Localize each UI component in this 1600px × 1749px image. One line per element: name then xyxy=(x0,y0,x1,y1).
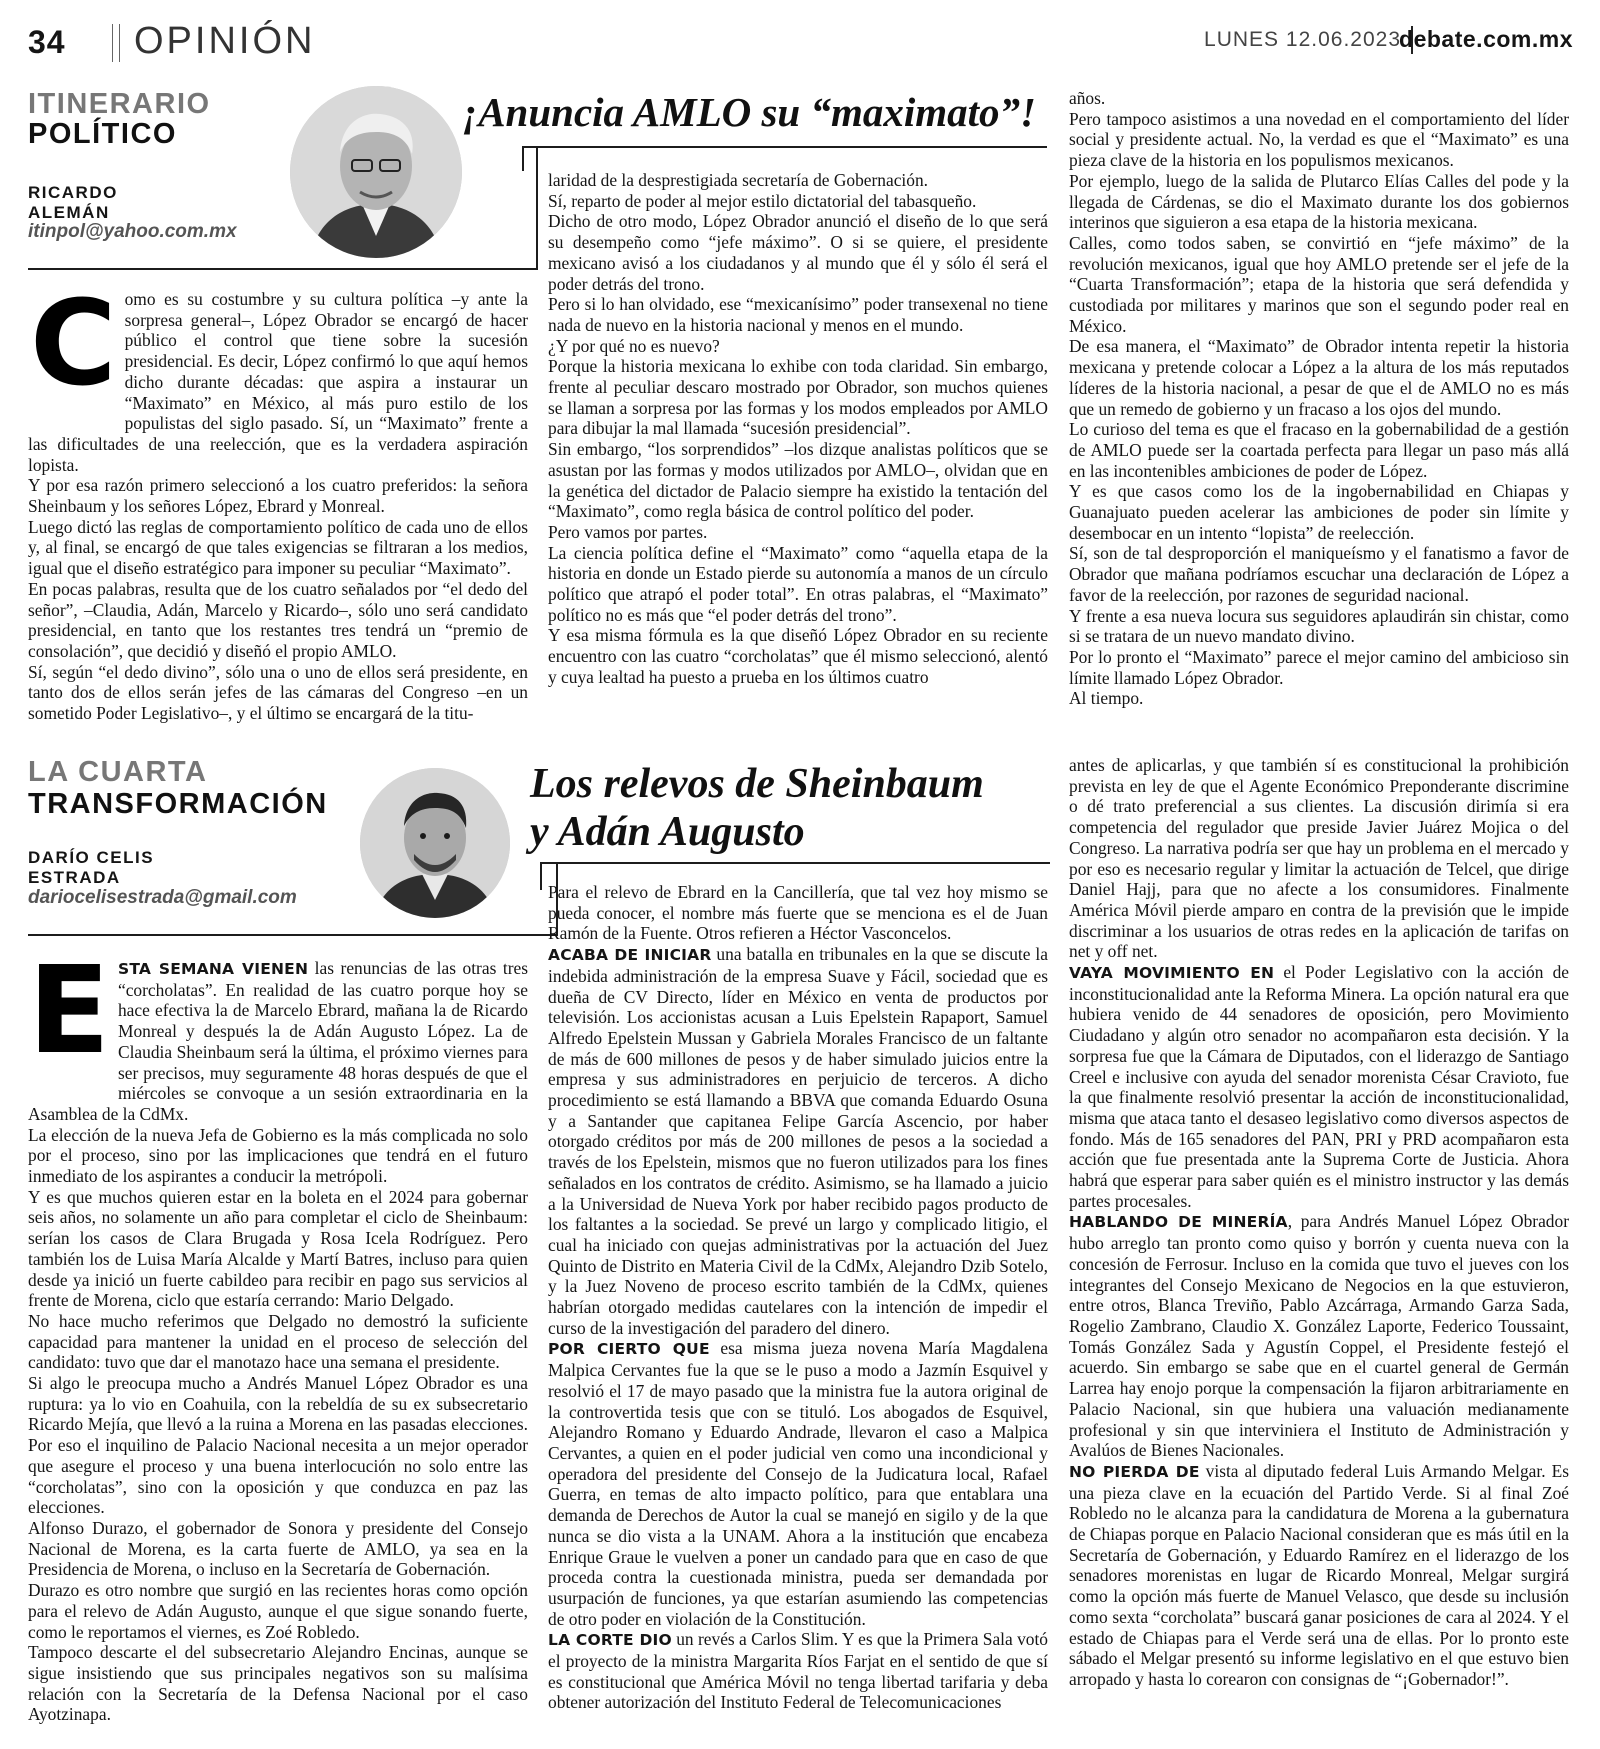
column-name-top: LA CUARTA xyxy=(28,756,208,788)
paragraph: Sí, según “el dedo divino”, sólo una o uno de ellos será presidente, en tanto dos de ellos serán jefes de las cámaras del Congreso –en un sometido Poder Legislativo–, y el último se encargará de la titu- xyxy=(28,661,528,724)
masthead-divider xyxy=(112,24,120,62)
headline-rule-corner xyxy=(540,862,542,890)
author-portrait-photo xyxy=(360,768,510,918)
paragraph: No hace mucho referimos que Delgado no demostró la suficiente capacidad para mantener la unidad en el proceso de selección del candidato: tuvo que dar el manotazo hace una semana el presidente. xyxy=(28,1310,528,1373)
item-paragraph xyxy=(1069,1211,1569,1460)
paragraph: La elección de la nueva Jefa de Gobierno es la más complicada no solo por el proceso, sino por las implicaciones que tendrá en el futuro inmediato de los aspirantes a conducir la metrópoli. xyxy=(28,1124,528,1187)
header-rule xyxy=(28,934,558,936)
page-number: 34 xyxy=(28,24,66,60)
article1-lead-text: omo es su costumbre y su cultura política –y ante la sorpresa general–, López Obrador se encargó de hacer público el control que tiene sobre la sucesión presidencial. Es decir, López confirmó lo que aquí hemos dicho durante décadas: que aspira a instaurar un “Maximato” en México, al más puro estilo de los populistas del siglo pasado. Sí, un “Maximato” frente a las dificultades de una reelección, que es la verdadera aspiración lopista. xyxy=(28,289,528,475)
item-text: un revés a Carlos Slim. Y es que la Primera Sala votó el proyecto de la ministra Margarita Ríos Farjat en el sentido de que sí es constitucional que América Móvil no tenga libertad tarifaria y deba obtener autorización del Instituto Federal de Telecomunicaciones xyxy=(548,1629,1048,1713)
author-portrait-photo xyxy=(290,86,462,258)
author-email[interactable]: dariocelisestrada@gmail.com xyxy=(28,887,297,908)
item-text: una batalla en tribunales en la que se discute la indebida administración de la empresa Suave y Fácil, sociedad que es dueña de CV Directo, líder en México en venta de productos por televisión. Los accionistas acusan a Luis Epelstein Rapaport, Samuel Alfredo Epelstein Mussan y Gabriela Morales Francisco de un faltante de más de 600 millones de pesos y de haber simulado juicios entre la empresa y sus administradores en perjuicio de terceros. A dicho procedimiento se está llamando a BBVA que comanda Eduardo Osuna y a Santander que capitanea Felipe García Ascencio, por haber otorgado créditos por más de 200 millones de pesos a la sociedad a través de los Epelstein, mismos que no fueron utilizados para los fines señalados en los contratos de crédito. Asimismo, se ha llamado a juicio a la Universidad de Nueva York por haber recibido pagos producto de los faltantes a la sociedad. Se prevé un largo y complicado litigio, el cual ha iniciado con quejas administrativas por la actuación del Juez Quinto de Distrito en Materia Civil de la CdMx, Alejandro Dzib Sotelo, y la Juez Noveno de proceso escrito también de la CdMx, quienes habrían otorgado medidas cautelares con la intención de impedir el curso de la investigación del paradero del dinero. xyxy=(548,944,1048,1338)
item-kicker: VAYA MOVIMIENTO EN xyxy=(1069,964,1275,983)
headline-rule xyxy=(522,146,1047,148)
author-name xyxy=(28,848,248,888)
article1-column-2 xyxy=(548,170,1048,688)
paragraph: Y frente a esa nueva locura sus seguidores aplaudirán sin chistar, como si se tratara de un nuevo mandato divino. xyxy=(1069,605,1569,647)
headline-line-1: Los relevos de Sheinbaum xyxy=(530,761,984,807)
item-text: vista al diputado federal Luis Armando Melgar. Es una pieza clave en la ecuación del Partido Verde. Si al final Zoé Robledo no le alcanza para la candidatura de Morena a la gubernatura de Chiapas porque en Palacio Nacional consideran que es más útil en la Secretaría de Gobernación, y Eduardo Ramírez en el liderazgo de los senadores morenistas en lugar de Ricardo Monreal, Melgar surgirá como la opción más fuerte de Manuel Velasco, que desde su inclusión como sexta “corcholata” buscará ganar posiciones de cara al 2024. Y el estado de Chiapas para el Verde será una de ellas. Por lo pronto este sábado el Melgar presentó su informe legislativo en el que estuvo bien arropado y hasta lo corearon con consignas de “¡Gobernador!”. xyxy=(1069,1460,1569,1689)
paragraph: Por ejemplo, luego de la salida de Plutarco Elías Calles del pode y la llegada de Cárdenas, se dio el Maximato durante los dos gobiernos interinos que siguieron a esa etapa de la historia mexicana. xyxy=(1069,170,1569,233)
author-portrait xyxy=(290,86,462,258)
paragraph: Sí, son de tal desproporción el maniqueísmo y el fanatismo a favor de Obrador que mañana podríamos escuchar una declaración de López a favor de la reelección, por razones de seguridad nacional. xyxy=(1069,543,1569,605)
paragraph: Para el relevo de Ebrard en la Cancillería, que tal vez hoy mismo se pueda conocer, el nombre más fuerte que se menciona es el de Juan Ramón de la Fuente. Otros refieren a Héctor Vasconcelos. xyxy=(548,882,1048,944)
paragraph: Al tiempo. xyxy=(1069,688,1144,709)
paragraph: De esa manera, el “Maximato” de Obrador intenta repetir la historia mexicana y pretende colocar a López a la altura de los más reputados líderes de la historia nacional, a pesar de que el de AMLO no es más que un remedo de gobierno y un fracaso a los ojos del mundo. xyxy=(1069,336,1569,419)
item-text: esa misma jueza novena María Magdalena Malpica Cervantes fue la que se le puso a modo a Jazmín Esquivel y resolvió el 17 de mayo pasado que la ministra fue la autora original de la controvertida tesis que con se tituló. Los abogados de Esquivel, Alejandro Romano y Eduardo Andrade, llevaron el caso a Malpica Cervantes, a quien en el poder judicial ven como una incondicional y operadora del presidente del Consejo de la Judicatura local, Rafael Guerra, en temas de alto impacto político, para que entablara una demanda de Derechos de Autor la cual se manejó en sigilo y de la que nunca se dio vista a la UNAM. Ahora a la institución que encabeza Enrique Graue le vuelven a poner un candado para que en caso de que proceda contra la cuestionada ministra, pueda ser demandada por usurpación de funciones, ya que estarían asumiendo las competencias de otro poder en violación de la Constitución. xyxy=(548,1338,1048,1629)
author-first-name: DARÍO CELIS xyxy=(28,848,155,867)
header-rule xyxy=(28,268,538,270)
paragraph: Lo curioso del tema es que el fracaso en la gobernabilidad de a gestión de AMLO puede ser la coartada perfecta para llegar un paso más allá en las incontenibles ambiciones de poder de López. xyxy=(1069,419,1569,481)
item-paragraph xyxy=(1069,962,1569,1211)
paragraph: Y esa misma fórmula es la que diseñó López Obrador en su reciente encuentro con las cuatro “corcholatas” que él mismo seleccionó, alentó y cuya lealtad ha puesto a prueba en los últimos cuatro xyxy=(548,625,1048,687)
paragraph: Durazo es otro nombre que surgió en las recientes horas como opción para el relevo de Adán Augusto, aunque el que sigue sonando fuerte, como le reportamos el viernes, es Zoé Robledo. xyxy=(28,1580,528,1642)
headline: ¡Anuncia AMLO su “maximato”! xyxy=(462,89,1036,135)
item-text: , para Andrés Manuel López Obrador hubo arreglo tan pronto como quiso y borrón y cuenta nueva con la concesión de Ferrosur. Incluso en la comida que tuvo el jueves con los integrantes del Consejo Mexicano de Negocios en la que estuvieron, entre otros, Blanca Treviño, Pablo Azcárraga, Armando Garza Sada, Rogelio Zambrano, Claudio X. González Laporte, Federico Toussaint, Tomás González Sada y Agustín Coppel, el Presidente festejó el acuerdo. Sin embargo se sabe que en el cuartel general de Germán Larrea hay enojo porque la compensación la fijaron arbitrariamente en Palacio Nacional, sin que hubiera una valuación medianamente profesional y sin que interviniera el Instituto de Administración y Avalúos de Bienes Nacionales. xyxy=(1069,1211,1569,1461)
item-paragraph xyxy=(548,944,1048,1338)
paragraph: antes de aplicarlas, y que también sí es constitucional la prohibición prevista en ley de que el Agente Económico Preponderante discrimine o dé trato preferencial a sus clientes. La discusión dirimía si era competencia del regulador que preside Javier Juárez Mojica o del Congreso. La narrativa podría ser que hay un problema en el mercado y por eso es necesario regular y limitar la actuación de Telcel, que dirige Daniel Hajj, para que no afecte a los consumidores. Finalmente América Móvil pierde amparo en contra de la previsión que le impide discriminar a los usuarios de otras redes en la aplicación de tarifas on net y off net. xyxy=(1069,755,1569,962)
author-name xyxy=(28,183,248,223)
item-text: el Poder Legislativo con la acción de inconstitucionalidad ante la Reforma Minera. La opción natural era que hubiera venido de 44 senadores de oposición, pero Movimiento Ciudadano y algún otro senador no acompañaron esta decisión. Y la sorpresa fue que la Cámara de Diputados, con el liderazgo de Santiago Creel e inclusive con ayuda del senador morenista César Cravioto, fue la que finalmente resolvió presentar la acción de inconstitucionalidad, misma que ataca tanto el desaseo legislativo como diversos aspectos de fondo. Más de 165 senadores del PAN, PRI y PRD acompañaron esta acción que fue presentada ante la Suprema Corte de Justicia. Ahora habrá que esperar para saber quién es el ministro instructor y las demás partes procesales. xyxy=(1069,962,1569,1211)
item-kicker: HABLANDO DE MINERÍA xyxy=(1069,1213,1288,1232)
paragraph: Dicho de otro modo, López Obrador anunció el diseño de lo que será su desempeño como “jefe máximo”. O si se quiere, el presidente mexicano avisó a los ciudadanos y al mundo que él y sólo él será el poder detrás del trono. xyxy=(548,211,1048,294)
masthead xyxy=(28,14,1573,64)
paragraph: Sin embargo, “los sorprendidos” –los dizque analistas políticos que se asustan por las formas y modos utilizados por AMLO–, olvidan que en la genética del dictador de Palacio siempre ha existido la tentación del “Maximato”, como regla básica de control político del poder. xyxy=(548,439,1048,522)
column-name-bottom: TRANSFORMACIÓN xyxy=(28,788,328,820)
paragraph: En pocas palabras, resulta que de los cuatro señalados por “el dedo del señor”, –Claudia, Adán, Marcelo y Ricardo–, sólo uno será candidato presidencial, en tanto que los restantes tres tendrá un “premio de consolación”, que decidió y diseñó el propio AMLO. xyxy=(28,578,528,661)
paragraph: Alfonso Durazo, el gobernador de Sonora y presidente del Consejo Nacional de Morena, es la carta fuerte de AMLO, ya sea en la Presidencia de Morena, o incluso en la Secretaría de Gobernación. xyxy=(28,1517,528,1580)
paragraph: Sí, reparto de poder al mejor estilo dictatorial del tabasqueño. xyxy=(548,190,977,211)
article2-lead-text: las renuncias de las otras tres “corcholatas”. En realidad de las cuatro porque hoy se hace efectiva la de Marcelo Ebrard, mañana la de Ricardo Monreal y después la de Adán Augusto López. La de Claudia Sheinbaum será la última, el próximo viernes para ser precisos, muy seguramente 48 horas después de que el miércoles se convoque a un sesión extraordinaria en la Asamblea de la CdMx. xyxy=(28,958,528,1124)
column-name-bottom: POLÍTICO xyxy=(28,118,177,150)
item-kicker: NO PIERDA DE xyxy=(1069,1462,1200,1481)
headline-line-2: y Adán Augusto xyxy=(530,809,805,855)
paragraph: Luego dictó las reglas de comportamiento político de cada uno de ellos y, al final, se encargó de que tales exigencias se filtraran a los medios, igual que el diseño estratégico para imponer su peculiar “Maximato”. xyxy=(28,516,528,579)
paragraph: Por lo pronto el “Maximato” parece el mejor camino del ambicioso sin límite llamado López Obrador. xyxy=(1069,646,1569,688)
article1-column-1 xyxy=(28,274,528,724)
article2-column-1 xyxy=(28,942,528,1725)
paragraph: Pero vamos por partes. xyxy=(548,521,708,542)
paragraph: Y es que casos como los de la ingobernabilidad en Chiapas y Guanajuato pueden acelerar las ambiciones de poder sin límite y desembocar en un intento “lopista” de reelección. xyxy=(1069,481,1569,543)
author-portrait xyxy=(360,768,510,918)
paragraph: La ciencia política define el “Maximato” como “aquella etapa de la historia en donde un Estado pierde su autonomía a manos de un círculo político que atrapó el poder total”. En otras palabras, el “Maximato” político no es más que “el poder detrás del trono”. xyxy=(548,542,1048,625)
issue-date: LUNES 12.06.2023 xyxy=(1204,28,1401,51)
author-first-name: RICARDO xyxy=(28,183,118,202)
item-kicker: POR CIERTO QUE xyxy=(548,1340,710,1359)
author-last-name: ESTRADA xyxy=(28,868,121,887)
paragraph: Y es que muchos quieren estar en la boleta en el 2024 para gobernar seis años, no solamente un año para completar el ciclo de Sheinbaum: serían los casos de Clara Brugada y Rosa Icela Rodríguez. Pero también los de Luisa María Alcalde y Martí Batres, incluso para quien desde ya inició un fuerte cabildeo para recibir en pago sus servicios al frente de Morena, ciclo que estaría cerrando: Mario Delgado. xyxy=(28,1186,528,1311)
article2-lead-paragraph xyxy=(28,942,528,1125)
item-paragraph xyxy=(1069,1461,1569,1690)
paragraph: Porque la historia mexicana lo exhibe con toda claridad. Sin embargo, frente al peculiar descaro mostrado por Obrador, son muchos quienes se llaman a sorpresa por las formas y los modos empleados por AMLO para dibujar la mal llamada “sucesión presidencial”. xyxy=(548,356,1048,439)
column-name-top: ITINERARIO xyxy=(28,88,211,120)
item-paragraph xyxy=(548,1338,1048,1629)
article2-column-2 xyxy=(548,882,1048,1713)
headline xyxy=(530,760,1050,856)
lead-kicker: STA SEMANA VIENEN xyxy=(117,960,309,978)
item-kicker: LA CORTE DIO xyxy=(548,1631,672,1650)
paragraph: Tampoco descarte el del subsecretario Alejandro Encinas, aunque se sigue insistiendo que sus principales negativos son su malísima relación con la Secretaría de la Defensa Nacional por el caso Ayotzinapa. xyxy=(28,1642,528,1725)
section-title: OPINIÓN xyxy=(134,20,316,62)
article1-column-3 xyxy=(1069,88,1569,709)
paragraph: Calles, como todos saben, se convirtió en “jefe máximo” de la revolución mexicanos, igual que hoy AMLO pretende ser el jefe de la “Cuarta Transformación”; etapa de la historia que será defendida y custodiada por militares y marinos que son el segundo poder real en México. xyxy=(1069,232,1569,336)
author-last-name: ALEMÁN xyxy=(28,203,110,222)
paragraph: Pero si lo han olvidado, ese “mexicanísimo” poder transexenal no tiene nada de nuevo en la historia nacional y menos en el mundo. xyxy=(548,294,1048,335)
paragraph: Si algo le preocupa mucho a Andrés Manuel López Obrador es una ruptura: ya lo vio en Coahuila, con la rebeldía de su ex subsecretario Ricardo Mejía, que llevó a la ruina a Morena en las pasadas elecciones. Por eso el inquilino de Palacio Nacional necesita a un mejor operador que asegure el proceso y una buena interlocución no solo entre las “corcholatas”, sino con la oposición y que conduzca en paz las elecciones. xyxy=(28,1373,528,1518)
paragraph: Y por esa razón primero seleccionó a los cuatro preferidos: la señora Sheinbaum y los señores López, Ebrard y Monreal. xyxy=(28,475,528,517)
item-paragraph xyxy=(548,1629,1048,1713)
site-name[interactable]: debate.com.mx xyxy=(1399,26,1573,52)
paragraph: laridad de la desprestigiada secretaría de Gobernación. xyxy=(548,170,928,190)
author-email[interactable]: itinpol@yahoo.com.mx xyxy=(28,221,237,242)
paragraph: Pero tampoco asistimos a una novedad en el comportamiento del líder social y presidente actual. No, la verdad es que el “Maximato” es una pieza clave de la historia en los populismos mexicanos. xyxy=(1069,108,1569,171)
headline-rule xyxy=(540,862,1050,864)
headline-rule-corner xyxy=(522,146,524,171)
drop-cap: E xyxy=(28,942,110,1081)
header-rule-vertical xyxy=(536,146,538,270)
drop-cap: C xyxy=(30,274,117,412)
article1-lead-paragraph xyxy=(28,274,528,475)
paragraph: años. xyxy=(1069,88,1106,108)
item-kicker: ACABA DE INICIAR xyxy=(548,946,712,965)
paragraph: ¿Y por qué no es nuevo? xyxy=(548,335,720,356)
article2-column-3 xyxy=(1069,755,1569,1690)
